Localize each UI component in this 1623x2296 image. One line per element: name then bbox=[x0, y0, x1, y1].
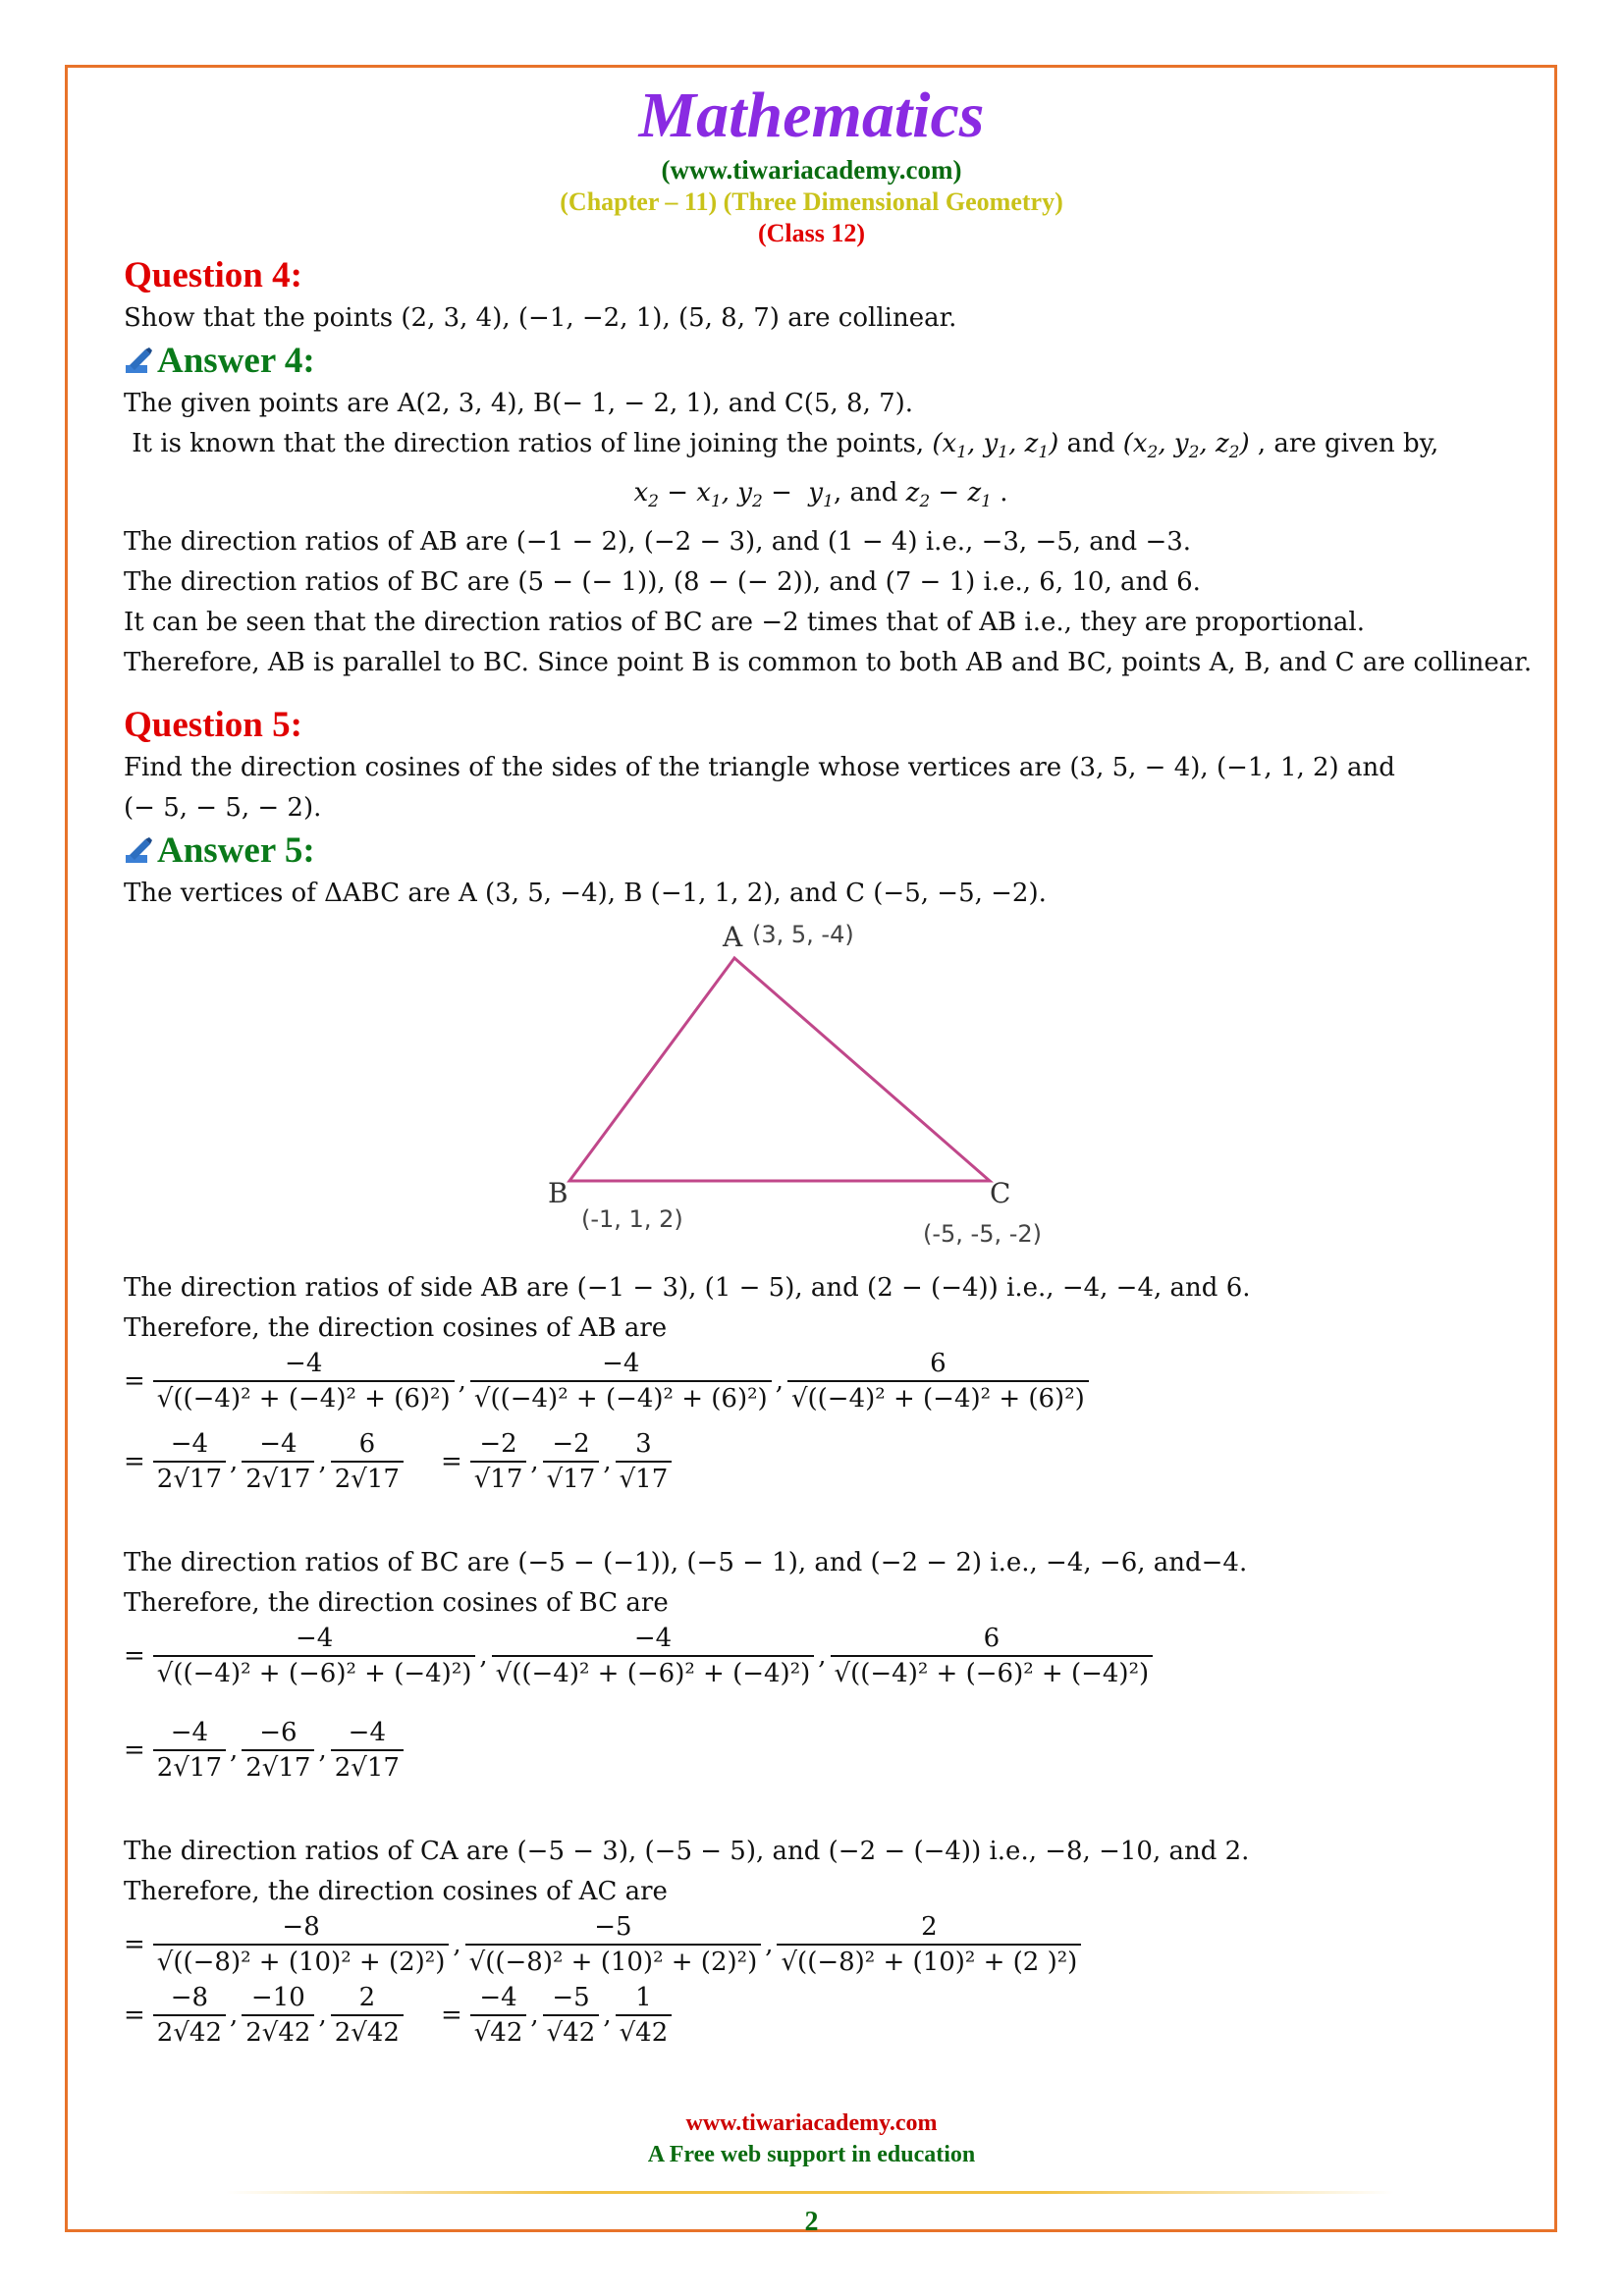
header-class: (Class 12) bbox=[757, 219, 866, 247]
footer-link[interactable]: www.tiwariacademy.com bbox=[685, 2110, 938, 2136]
ab-cos-label: Therefore, the direction cosines of AB are bbox=[124, 1313, 668, 1343]
question-5-text-1: Find the direction cosines of the sides of the triangle whose vertices are (3, 5, − 4), (−1, 1, 2) and bbox=[124, 753, 1395, 782]
ab-equation-2: = $\frac{-4}{2√17}$ , $\frac{-4}{2√17}$ , $\frac{6}{2√17}$ = $\frac{-2}{√17}$ , $\frac{-2}{√17}$ , $\frac{3}{√17}$ bbox=[124, 1429, 1518, 1494]
ab-ratios: The direction ratios of side AB are (−1 − 3), (1 − 5), and (2 − (−4)) i.e., −4, −4, and 6. bbox=[124, 1273, 1251, 1303]
answer-4-line-2-mid: and bbox=[1066, 429, 1115, 458]
answer-4-line-1: The given points are A(2, 3, 4), B(− 1, − 2, 1), and C(5, 8, 7). bbox=[124, 389, 914, 418]
question-4-section bbox=[124, 253, 1533, 683]
answer-4-formula: $x_2 - x_1$, $y_2 - y_1$, and $z_2 - z_1$ . bbox=[633, 478, 1008, 512]
answer-4-line-7: Therefore, AB is parallel to BC. Since point B is common to both AB and BC, points A, B, and C are collinear. bbox=[124, 648, 1533, 678]
ca-cos-label: Therefore, the direction cosines of AC are bbox=[124, 1877, 668, 1906]
ca-equation-2: = $\frac{-8}{2√42}$ , $\frac{-10}{2√42}$ , $\frac{2}{2√42}$ = $\frac{-4}{√42}$ , $\frac{-5}{√42}$ , $\frac{1}{√42}$ bbox=[124, 1983, 1518, 2048]
answer-4-heading bbox=[124, 339, 1518, 384]
triangle-abc bbox=[569, 958, 990, 1181]
footer-divider bbox=[226, 2191, 1394, 2194]
page-header bbox=[0, 79, 1623, 249]
page-number: 2 bbox=[804, 2207, 819, 2237]
question-5-label: Question 5: bbox=[124, 705, 302, 745]
bc-section bbox=[124, 1543, 1518, 1783]
pen-icon bbox=[124, 837, 153, 865]
question-4-label: Question 4: bbox=[124, 255, 302, 295]
bc-ratios: The direction ratios of BC are (−5 − (−1)), (−5 − 1), and (−2 − 2) i.e., −4, −6, and−4. bbox=[124, 1548, 1248, 1577]
pen-icon bbox=[124, 347, 153, 375]
answer-5-vertices: The vertices of ΔABC are A (3, 5, −4), B (−1, 1, 2), and C (−5, −5, −2). bbox=[124, 879, 1047, 908]
answer-4-label: Answer 4: bbox=[157, 341, 315, 381]
vertex-a-label: A bbox=[723, 921, 743, 953]
bc-equation-1: = $\frac{-4}{\text{√((−4)² + (−6)² + (−4)²)}}$ , $\frac{-4}{\text{√((−4)² + (−6)² + (−4)²)}}$ , $\frac{6}{\text{√((−4)² + (−6)² + (−4)²)}}$ bbox=[124, 1624, 1518, 1688]
page-title: Mathematics bbox=[638, 80, 985, 151]
ca-ratios: The direction ratios of CA are (−5 − 3), (−5 − 5), and (−2 − (−4)) i.e., −8, −10, and 2. bbox=[124, 1837, 1250, 1866]
answer-4-line-4: The direction ratios of AB are (−1 − 2), (−2 − 3), and (1 − 4) i.e., −3, −5, and −3. bbox=[124, 527, 1192, 558]
answer-5-heading bbox=[124, 828, 1518, 874]
header-website[interactable]: (www.tiwariacademy.com) bbox=[661, 155, 962, 185]
answer-4-line-2-start: It is known that the direction ratios of line joining the points, bbox=[132, 429, 925, 458]
answer-5-label: Answer 5: bbox=[157, 830, 315, 871]
answer-4-line-2-end: , are given by, bbox=[1257, 429, 1439, 458]
header-chapter: (Chapter – 11) (Three Dimensional Geometry) bbox=[560, 187, 1063, 216]
question-4-text: Show that the points (2, 3, 4), (−1, −2, 1), (5, 8, 7) are collinear. bbox=[124, 303, 957, 333]
answer-4-line-6: It can be seen that the direction ratios of BC are −2 times that of AB i.e., they are proportional. bbox=[124, 608, 1365, 638]
ca-equation-1: = $\frac{-8}{\text{√((−8)² + (10)² + (2)²)}}$ , $\frac{-5}{\text{√((−8)² + (10)² + (2)²)}}$ , $\frac{2}{\text{√((−8)² + (10)² + (2 )²)}}$ bbox=[124, 1912, 1518, 1977]
ab-section bbox=[124, 1268, 1518, 1494]
vertex-c-label: C bbox=[990, 1177, 1011, 1209]
ab-equation-1: = $\frac{-4}{\text{√((−4)² + (−4)² + (6)²)}}$ , $\frac{-4}{\text{√((−4)² + (−4)² + (6)²)}}$ , $\frac{6}{\text{√((−4)² + (−4)² + (6)²)}}$ bbox=[124, 1349, 1518, 1414]
question-5-text-2: (− 5, − 5, − 2). bbox=[124, 793, 322, 823]
footer-tagline: A Free web support in education bbox=[647, 2142, 976, 2167]
question-5-section bbox=[124, 703, 1518, 914]
ca-section bbox=[124, 1832, 1518, 2048]
answer-4-line-2: It is known that the direction ratios of line joining the points, ($x_1$, $y_1$, $z_1$) and ($x_2$, $y_2$, $z_2$) , are given by, bbox=[132, 429, 1439, 463]
vertex-b-label: B bbox=[548, 1177, 568, 1209]
vertex-a-coord: (3, 5, -4) bbox=[752, 921, 854, 948]
triangle-figure bbox=[530, 903, 1100, 1266]
vertex-c-coord: (-5, -5, -2) bbox=[923, 1220, 1043, 1248]
answer-4-line-5: The direction ratios of BC are (5 − (− 1)), (8 − (− 2)), and (7 − 1) i.e., 6, 10, and 6. bbox=[124, 567, 1201, 598]
bc-cos-label: Therefore, the direction cosines of BC are bbox=[124, 1588, 669, 1618]
vertex-b-coord: (-1, 1, 2) bbox=[581, 1205, 683, 1233]
bc-equation-2: = $\frac{-4}{2√17}$ , $\frac{-6}{2√17}$ , $\frac{-4}{2√17}$ bbox=[124, 1718, 1518, 1783]
